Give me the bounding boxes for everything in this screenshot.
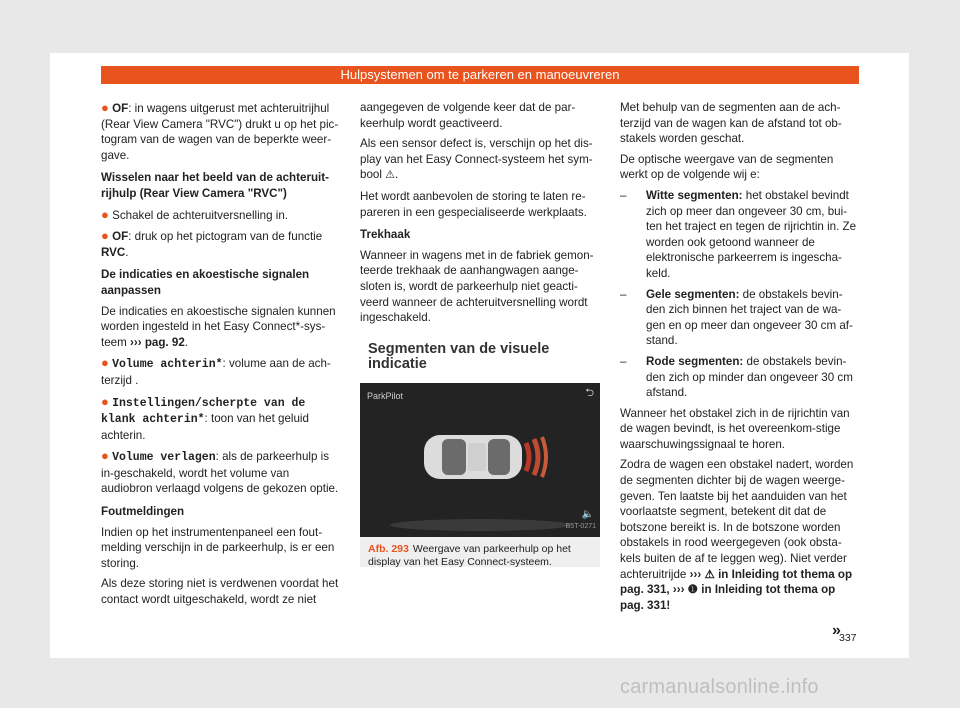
paragraph: Wanneer het obstakel zich in de rijrichtin van de wagen bevindt, is het overeenkom-stige waarschuwingssignaal te horen. [620, 406, 850, 451]
speaker-icon: 🔈 [581, 509, 594, 521]
red-segment [526, 443, 529, 471]
paragraph: Indien op het instrumentenpaneel een fout-melding verschijn in de parkeerhulp, is er een storing. [101, 525, 335, 570]
heading: Wisselen naar het beeld van de achteruit-rijhulp (Rear View Camera "RVC") [101, 171, 329, 200]
paragraph: Als deze storing niet is verdwenen voordat het contact wordt uitgeschakeld, wordt ze niet [101, 577, 339, 607]
back-icon: ⮌ [585, 386, 594, 399]
list-item: – Gele segmenten: de obstakels bevin-den zich binnen het traject van de wa-gen en op meer dan ongeveer 30 cm af-stand. [620, 287, 853, 348]
column-2 [360, 100, 600, 567]
paragraph: Het wordt aanbevolen de storing te laten re-pareren in een gespecialiseerde werkplaats. [360, 189, 587, 219]
page-header: Hulpsystemen om te parkeren en manoeuvreren [101, 66, 859, 84]
bullet-icon: ● [101, 206, 109, 222]
list-item: – Witte segmenten: het obstakel bevindt zich op meer dan ongeveer 30 cm, bui-ten het traject en tegen de rijrichtin in. Ze worden ook getoond wanneer de elektronische parkeerrem is ingescha-keld. [620, 188, 857, 280]
continue-icon: » [832, 622, 841, 639]
figure-code: B5T-0271 [565, 523, 596, 531]
bullet-icon: ● [101, 100, 109, 115]
paragraph: aangegeven de volgende keer dat de par-keerhulp wordt geactiveerd. [360, 101, 576, 130]
watermark: carmanualsonline.info [620, 676, 819, 698]
warning-icon: ⚠ [704, 567, 715, 581]
paragraph: De indicaties en akoestische signalen kunnen worden ingesteld in het Easy Connect*-sys-teem ››› pag. 92. [101, 304, 336, 349]
page-reference[interactable]: ››› ⚠ in Inleiding tot thema op pag. 331, ››› ❶ in Inleiding tot thema op pag. 331! [620, 567, 853, 612]
column-1 [101, 100, 341, 613]
heading: De indicaties en akoestische signalen aanpassen [101, 268, 310, 297]
red-segment [542, 437, 546, 477]
figure-title: ParkPilot [367, 390, 404, 401]
paragraph: ● Volume achterin*: volume aan de ach-terzijd . [101, 355, 331, 387]
paragraph: ● Schakel de achteruitversnelling in. [101, 206, 289, 222]
paragraph: Zodra de wagen een obstakel nadert, worden de segmenten dichter bij de wagen weerge-geven. Ten laatste bij het aanduiden van het voorlaatste segment, betekent dit dat de botszone bereikt is. In de botszone worden obstakels in rood weergegeven (ook obsta-kels buiten de af te leggen weg). Niet verder achteruitrijde ››› ⚠ in Inleiding tot thema op pag. 331, ››› ❶ in Inleiding tot thema op pag. 331! [620, 458, 854, 612]
column-3 [620, 100, 860, 618]
page-reference[interactable]: ››› pag. 92 [130, 335, 185, 349]
paragraph: ● OF: in wagens uitgerust met achteruitrijhul (Rear View Camera "RVC") drukt u op het pic-togram van de wagen van de beperkte weer-gave. [101, 100, 339, 162]
paragraph: Wanneer in wagens met in de fabriek gemon-teerde trekhaak de aanhangwagen aange-sloten is, wordt de parkeerhulp niet geacti-veerd wanneer de achteruitversnelling wordt ingeschakeld. [360, 248, 594, 325]
bullet-icon: ● [101, 355, 109, 371]
figure-caption: Afb. 293 Weergave van parkeerhulp op het display van het Easy Connect-systeem. [360, 537, 600, 567]
paragraph: ● OF: druk op het pictogram van de functie RVC. [101, 228, 323, 259]
paragraph: Met behulp van de segmenten aan de ach-terzijd van de wagen kan de afstand tot ob-stakels worden geschat. [620, 101, 842, 146]
heading: Trekhaak [360, 228, 411, 242]
paragraph: ● Instellingen/scherpte van de klank achterin*: toon van het geluid achterin. [101, 393, 309, 442]
info-icon: ❶ [687, 583, 699, 597]
parkpilot-figure [360, 383, 600, 537]
warning-icon: ⚠ [385, 169, 396, 182]
bullet-icon: ● [101, 448, 109, 464]
car-top-view-icon [360, 383, 600, 537]
bullet-icon: ● [101, 393, 109, 409]
list-item: – Rode segmenten: de obstakels bevin-den zich op minder dan ongeveer 30 cm afstand. [620, 354, 853, 400]
paragraph: De optische weergave van de segmenten werkt op de volgende wij e: [620, 152, 834, 182]
paragraph: Als een sensor defect is, verschijn op het dis-play van het Easy Connect-systeem het sym-bool ⚠. [360, 136, 600, 184]
heading: Foutmeldingen [101, 505, 185, 519]
page-number: 337 [839, 632, 857, 644]
bullet-icon: ● [101, 228, 109, 244]
red-segment [534, 439, 538, 475]
paragraph: ● Volume verlagen: als de parkeerhulp is in-geschakeld, wordt het volume van audiobron verlaagd volgens de gekozen optie. [101, 448, 339, 496]
section-title: Segmenten van de visuele indicatie [368, 340, 550, 373]
